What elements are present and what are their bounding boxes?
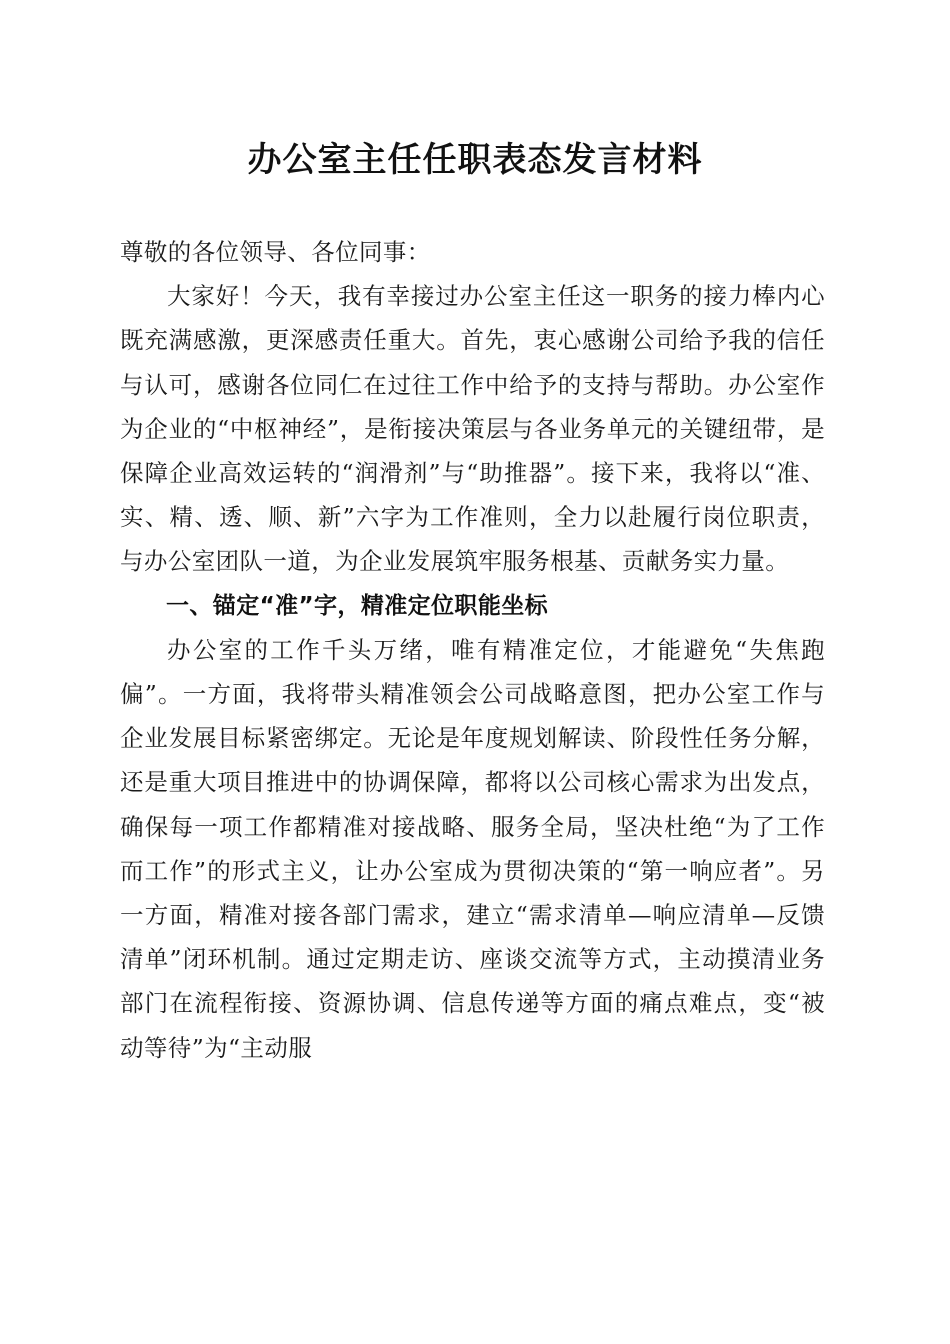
section-heading-1: 一、锚定“准”字，精准定位职能坐标 <box>166 592 549 619</box>
salutation: 尊敬的各位领导、各位同事： <box>120 238 431 266</box>
section-1-paragraph: 办公室的工作千头万绪，唯有精准定位，才能避免“失焦跑偏”。一方面，我将带头精准领会公司战略意图，把办公室工作与企业发展目标紧密绑定。无论是年度规划解读、阶段性任务分解，还是重大项目推进中的协调保障，都将以公司核心需求为出发点，确保每一项工作都精准对接战略、服务全局，坚决杜绝“为了工作而工作”的形式主义，让办公室成为贯彻决策的“第一响应者”。另一方面，精准对接各部门需求，建立“需求清单—响应清单—反馈清单”闭环机制。通过定期走访、座谈交流等方式，主动摸清业务部门在流程衔接、资源协调、信息传递等方面的痛点难点，变“被动等待”为“主动服 <box>120 635 825 1062</box>
document-body <box>120 230 825 1070</box>
intro-paragraph: 大家好！今天，我有幸接过办公室主任这一职务的接力棒内心既充满感激，更深感责任重大。首先，衷心感谢公司给予我的信任与认可，感谢各位同仁在过往工作中给予的支持与帮助。办公室作为企业的“中枢神经”，是衔接决策层与各业务单元的关键纽带，是保障企业高效运转的“润滑剂”与“助推器”。接下来，我将以“准、实、精、透、顺、新”六字为工作准则，全力以赴履行岗位职责，与办公室团队一道，为企业发展筑牢服务根基、贡献务实力量。 <box>120 282 825 576</box>
document-title: 办公室主任任职表态发言材料 <box>247 140 703 180</box>
